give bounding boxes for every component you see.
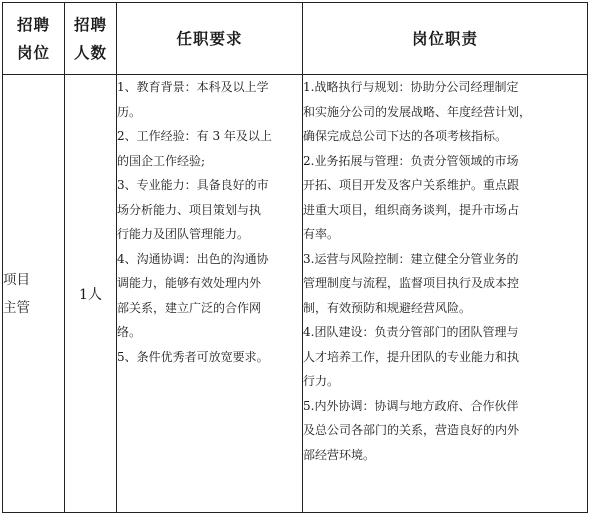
duty-item: 4.团队建设：负责分管部门的团队管理与 人才培养工作，提升团队的专业能力和执 行力。 [303,325,520,388]
duty-item: 2.业务拓展与管理：负责分管领域的市场 开拓、项目开发及客户关系维护。重点跟 进重大项目，组织商务谈判，提升市场占 有率。 [303,153,520,241]
requirement-item: 3、专业能力：具备良好的市 场分析能力、项目策划与执 行能力及团队管理能力。 [117,178,269,241]
job-posting-table [2,2,588,513]
table-row [3,75,588,513]
duty-item: 5.内外协调：协调与地方政府、合作伙伴 及总公司各部门的关系，营造良好的内外 部经营环境。 [303,398,520,462]
header-row [3,3,588,75]
requirement-item: 2、工作经验：有 3 年及以上 的国企工作经验; [117,129,272,168]
header-position: 招聘 岗位 [3,3,65,75]
cell-count: 1人 [65,75,117,513]
header-count: 招聘 人数 [65,3,117,75]
requirement-item: 4、沟通协调：出色的沟通协 调能力，能够有效处理内外 部关系，建立广泛的合作网 络。 [117,251,269,339]
duty-item: 3.运营与风险控制：建立健全分管业务的 管理制度与流程，监督项目执行及成本控 制，有效预防和规避经营风险。 [303,251,520,315]
duty-item: 1.战略执行与规划：协助分公司经理制定 和实施分公司的发展战略、年度经营计划， 确保完成总公司下达的各项考核指标。 [303,80,532,143]
requirement-item: 1、教育背景：本科及以上学 历。 [117,80,269,119]
header-duties: 岗位职责 [303,3,588,75]
cell-duties [303,75,588,513]
cell-requirements [117,75,303,513]
cell-position: 项目 主管 [3,75,65,513]
requirement-item: 5、条件优秀者可放宽要求。 [117,349,269,364]
header-requirements: 任职要求 [117,3,303,75]
